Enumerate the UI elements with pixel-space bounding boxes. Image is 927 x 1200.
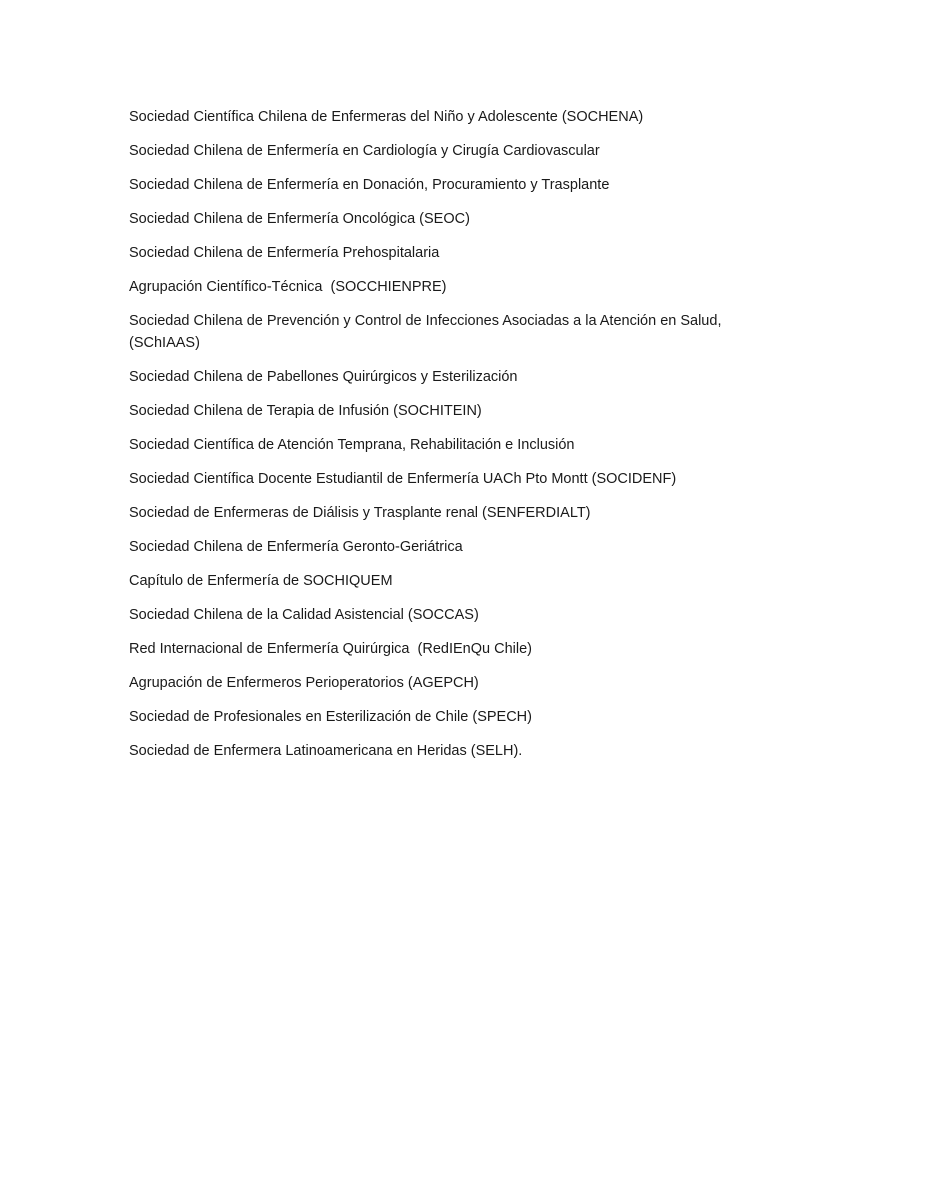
societies-list bbox=[129, 106, 769, 774]
list-item: Sociedad Chilena de Enfermería en Cardiología y Cirugía Cardiovascular bbox=[129, 143, 600, 159]
list-item: Sociedad Científica Chilena de Enfermeras del Niño y Adolescente (SOCHENA) bbox=[129, 109, 644, 125]
list-item: Red Internacional de Enfermería Quirúrgica (RedIEnQu Chile) bbox=[129, 641, 532, 657]
list-item: Sociedad Científica Docente Estudiantil de Enfermería UACh Pto Montt (SOCIDENF) bbox=[129, 471, 677, 487]
list-item: Sociedad Chilena de Terapia de Infusión (SOCHITEIN) bbox=[129, 403, 482, 419]
list-item: Sociedad Chilena de Enfermería Prehospitalaria bbox=[129, 245, 440, 261]
list-item: Sociedad Chilena de Enfermería Geronto-Geriátrica bbox=[129, 539, 463, 555]
list-item: Agrupación de Enfermeros Perioperatorios (AGEPCH) bbox=[129, 675, 479, 691]
list-item: Sociedad de Profesionales en Esterilización de Chile (SPECH) bbox=[129, 709, 532, 725]
list-item: Agrupación Científico-Técnica (SOCCHIENPRE) bbox=[129, 279, 447, 295]
list-item: Sociedad Científica de Atención Temprana, Rehabilitación e Inclusión bbox=[129, 437, 575, 453]
list-item: Capítulo de Enfermería de SOCHIQUEM bbox=[129, 573, 393, 589]
list-item: Sociedad Chilena de Pabellones Quirúrgicos y Esterilización bbox=[129, 369, 518, 385]
list-item-continuation: (SChIAAS) bbox=[129, 335, 200, 351]
list-item: Sociedad de Enfermera Latinoamericana en Heridas (SELH). bbox=[129, 743, 523, 759]
list-item: Sociedad Chilena de Enfermería Oncológica (SEOC) bbox=[129, 211, 470, 227]
list-item: Sociedad Chilena de Enfermería en Donación, Procuramiento y Trasplante bbox=[129, 177, 610, 193]
list-item: Sociedad de Enfermeras de Diálisis y Trasplante renal (SENFERDIALT) bbox=[129, 505, 591, 521]
list-item: Sociedad Chilena de la Calidad Asistencial (SOCCAS) bbox=[129, 607, 479, 623]
list-item: Sociedad Chilena de Prevención y Control de Infecciones Asociadas a la Atención en Salud, bbox=[129, 313, 722, 329]
